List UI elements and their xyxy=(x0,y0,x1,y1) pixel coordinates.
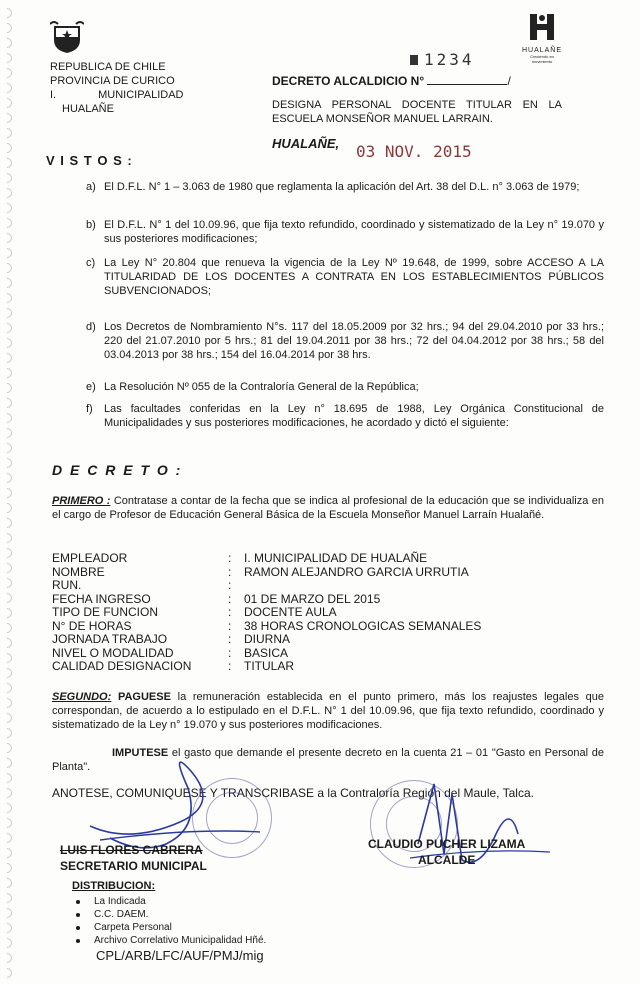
field-separator: : xyxy=(228,564,232,579)
bullet-icon xyxy=(76,939,80,943)
decree-number-line xyxy=(427,84,507,85)
vistos-item-label: d) xyxy=(86,321,96,333)
binder-hole-icon xyxy=(0,456,14,470)
binder-hole-icon xyxy=(0,591,14,605)
binder-hole-icon xyxy=(0,771,14,785)
secretary-name: LUIS FLORES CABRERA xyxy=(60,843,203,857)
binder-hole-icon xyxy=(0,471,14,485)
vistos-item-label: c) xyxy=(86,257,96,269)
binder-hole-icon xyxy=(0,381,14,395)
binder-hole-icon xyxy=(0,726,14,740)
binder-hole-icon xyxy=(0,186,14,200)
field-label: RUN. xyxy=(52,578,82,592)
initials-line: CPL/ARB/LFC/AUF/PMJ/mig xyxy=(96,948,264,963)
logo-text: HUALAÑE xyxy=(521,47,563,54)
binder-hole-icon xyxy=(0,696,14,710)
binder-hole-icon xyxy=(0,306,14,320)
binder-hole-icon xyxy=(0,36,14,50)
binder-hole-icon xyxy=(0,141,14,155)
field-label: FECHA INGRESO xyxy=(52,591,151,606)
vistos-item-label: b) xyxy=(86,219,96,231)
bullet-icon xyxy=(76,900,80,904)
binder-hole-icon xyxy=(0,906,14,920)
imputese-bold: IMPUTESE xyxy=(112,747,169,759)
binder-hole-icon xyxy=(0,666,14,680)
field-separator: : xyxy=(228,605,232,619)
field-label: TIPO DE FUNCION xyxy=(52,605,159,619)
binder-hole-icon xyxy=(0,861,14,875)
binder-hole-icon xyxy=(0,486,14,500)
distribucion-heading: DISTRIBUCION: xyxy=(72,880,156,892)
anotese-line: ANOTESE, COMUNIQUESE Y TRANSCRIBASE a la Contraloría Región del Maule, Talca. xyxy=(52,786,534,800)
binder-hole-icon xyxy=(0,21,14,35)
municipality-prefix: I. xyxy=(50,89,57,101)
binder-hole-icon xyxy=(0,426,14,440)
binder-hole-icon xyxy=(0,936,14,950)
decree-place: HUALAÑE, xyxy=(272,136,340,151)
binder-hole-icon xyxy=(0,411,14,425)
vistos-item-text: La Resolución Nº 055 de la Contraloría General de la República; xyxy=(104,381,419,393)
decree-title-text: DECRETO ALCALDICIO N° xyxy=(272,74,425,88)
binder-hole-icon xyxy=(0,636,14,650)
binder-hole-icon xyxy=(0,261,14,275)
imputese-text: el gasto que demande el presente decreto en la cuenta 21 – 01 "Gasto en Personal de Planta". xyxy=(52,747,605,773)
binder-hole-icon xyxy=(0,651,14,665)
decree-number: 1234 xyxy=(424,50,475,69)
binder-hole-icon xyxy=(0,786,14,800)
decree-title: DECRETO ALCALDICIO N° / xyxy=(272,74,511,88)
binder-hole-icon xyxy=(0,6,14,20)
segundo-label: SEGUNDO: xyxy=(52,691,112,703)
binder-hole-icon xyxy=(0,876,14,890)
binder-hole-icon xyxy=(0,81,14,95)
binder-hole-icon xyxy=(0,741,14,755)
binder-hole-icon xyxy=(0,921,14,935)
field-value: 38 HORAS CRONOLOGICAS SEMANALES xyxy=(244,618,482,633)
segundo-text: la remuneración establecida en el punto primero, más los reajustes legales que correspondan, de acuerdo a lo estipulado en el D.F.L. N° 1 del 10.09.96, que fija texto refundido, coordinado y sistematizado de la Ley n° 19.070 y sus posteriores modificaciones. xyxy=(52,691,604,731)
field-value: DIURNA xyxy=(244,632,291,646)
binder-hole-icon xyxy=(0,966,14,980)
binder-hole-icon xyxy=(0,321,14,335)
field-value: BASICA xyxy=(244,645,289,660)
binder-hole-icon xyxy=(0,846,14,860)
field-label: JORNADA TRABAJO xyxy=(52,632,168,646)
binder-hole-icon xyxy=(0,951,14,965)
bullet-icon xyxy=(76,926,80,930)
field-label: EMPLEADOR xyxy=(52,551,128,565)
distribucion-item: La Indicada xyxy=(94,896,146,907)
binder-hole-icon xyxy=(0,681,14,695)
vistos-item-text: Los Decretos de Nombramiento N°s. 117 del 18.05.2009 por 32 hrs.; 94 del 29.04.2010 por 33 hrs.; 220 del 21.07.2010 por 5 hrs.; 81 del 19.04.2011 por 38 hrs.; 72 del 04.04.2012 por 38 hrs.; 58 del 03.04.2013 por 38 hrs.; 154 del 16.04.2014 por 38 hrs. xyxy=(104,321,604,361)
municipality-line xyxy=(50,88,184,102)
field-label: NOMBRE xyxy=(52,564,105,579)
vistos-item-text: El D.F.L. N° 1 del 10.09.96, que fija texto refundido, coordinado y sistematizado de la Ley n° 19.070 y sus posteriores modificaciones; xyxy=(104,219,604,245)
vistos-item-label: a) xyxy=(86,181,96,193)
vistos-item-text: El D.F.L. N° 1 – 3.063 de 1980 que reglamenta la aplicación del Art. 38 del D.L. n° 3.063 de 1979; xyxy=(104,181,580,193)
binder-hole-icon xyxy=(0,711,14,725)
binder-hole-icon xyxy=(0,276,14,290)
field-separator: : xyxy=(228,618,232,633)
binder-hole-icon xyxy=(0,246,14,260)
binder-hole-icon xyxy=(0,441,14,455)
decree-subject: DESIGNA PERSONAL DOCENTE TITULAR EN LA ESCUELA MONSEÑOR MANUEL LARRAIN. xyxy=(272,99,562,125)
municipality-word: MUNICIPALIDAD xyxy=(98,89,184,101)
binder-holes xyxy=(0,0,14,984)
field-separator: : xyxy=(228,578,232,592)
binder-hole-icon xyxy=(0,831,14,845)
number-stamp-mark-icon xyxy=(410,55,418,65)
coat-of-arms-icon xyxy=(50,20,84,54)
binder-hole-icon xyxy=(0,216,14,230)
field-separator: : xyxy=(228,632,232,646)
mayor-name: CLAUDIO PUCHER LIZAMA xyxy=(368,837,526,851)
binder-hole-icon xyxy=(0,621,14,635)
binder-hole-icon xyxy=(0,396,14,410)
binder-hole-icon xyxy=(0,576,14,590)
hualane-logo-icon xyxy=(527,12,557,42)
vistos-item-text: Las facultades conferidas en la Ley n° 18.695 de 1988, Ley Orgánica Constitucional de Municipalidades y sus posteriores modificaciones, he acordado y dictó el siguiente: xyxy=(104,403,604,429)
binder-hole-icon xyxy=(0,801,14,815)
distribucion-item: Archivo Correlativo Municipalidad Hñé. xyxy=(94,935,267,946)
binder-hole-icon xyxy=(0,51,14,65)
binder-hole-icon xyxy=(0,816,14,830)
binder-hole-icon xyxy=(0,126,14,140)
mayor-block xyxy=(368,836,525,868)
primero-label: PRIMERO : xyxy=(52,495,111,507)
binder-hole-icon xyxy=(0,531,14,545)
binder-hole-icon xyxy=(0,516,14,530)
decree-number-stamp xyxy=(410,50,475,69)
field-value: 01 DE MARZO DEL 2015 xyxy=(244,591,381,606)
binder-hole-icon xyxy=(0,171,14,185)
primero-paragraph xyxy=(52,494,604,522)
vistos-item-label: e) xyxy=(86,381,96,393)
bullet-icon xyxy=(76,913,80,917)
commune-line: HUALAÑE xyxy=(62,103,114,115)
field-value: DOCENTE AULA xyxy=(244,605,337,619)
vistos-heading: V I S T O S : xyxy=(46,153,133,168)
field-label: NIVEL O MODALIDAD xyxy=(52,645,174,660)
mayor-title: ALCALDE xyxy=(418,853,476,867)
field-separator: : xyxy=(228,591,232,606)
country-line: REPUBLICA DE CHILE xyxy=(50,61,166,73)
field-separator: : xyxy=(228,645,232,660)
binder-hole-icon xyxy=(0,96,14,110)
decree-date-stamp: 03 NOV. 2015 xyxy=(356,142,472,161)
binder-hole-icon xyxy=(0,366,14,380)
issuer-block xyxy=(50,60,184,116)
field-value: I. MUNICIPALIDAD DE HUALAÑE xyxy=(244,551,428,565)
province-line: PROVINCIA DE CURICO xyxy=(50,75,175,87)
secretary-title: SECRETARIO MUNICIPAL xyxy=(60,859,207,873)
binder-hole-icon xyxy=(0,501,14,515)
binder-hole-icon xyxy=(0,561,14,575)
distribucion-item: C.C. DAEM. xyxy=(94,909,149,920)
binder-hole-icon xyxy=(0,351,14,365)
decreto-heading: D E C R E T O : xyxy=(52,462,183,478)
field-value: RAMON ALEJANDRO GARCIA URRUTIA xyxy=(244,564,469,579)
binder-hole-icon xyxy=(0,156,14,170)
binder-hole-icon xyxy=(0,66,14,80)
distribucion-item: Carpeta Personal xyxy=(94,922,172,933)
secretary-block xyxy=(60,842,207,874)
binder-hole-icon xyxy=(0,756,14,770)
binder-hole-icon xyxy=(0,546,14,560)
primero-text: Contratase a contar de la fecha que se indica al profesional de la educación que se individualiza en el cargo de Profesor de Educación General Básica de la Escuela Monseñor Manuel Larraín Hualañé. xyxy=(52,495,604,521)
field-separator: : xyxy=(228,551,232,565)
logo-tagline: Creciendo en movimiento xyxy=(530,54,554,64)
field-value: TITULAR xyxy=(244,659,295,673)
vistos-item-label: f) xyxy=(86,403,93,415)
binder-hole-icon xyxy=(0,231,14,245)
field-separator: : xyxy=(228,659,232,673)
segundo-bold: PAGUESE xyxy=(117,691,171,703)
binder-hole-icon xyxy=(0,291,14,305)
binder-hole-icon xyxy=(0,336,14,350)
binder-hole-icon xyxy=(0,606,14,620)
binder-hole-icon xyxy=(0,201,14,215)
hualane-logo xyxy=(520,12,564,64)
binder-hole-icon xyxy=(0,111,14,125)
field-label: N° DE HORAS xyxy=(52,618,132,633)
field-label: CALIDAD DESIGNACION xyxy=(52,659,192,673)
segundo-paragraph xyxy=(52,690,604,732)
binder-hole-icon xyxy=(0,891,14,905)
vistos-item-text: La Ley N° 20.804 que renueva la vigencia de la Ley Nº 19.648, de 1999, sobre ACCESO A LA TITULARIDAD DE LOS DOCENTES A CONTRATA EN LOS ESTABLECIMIENTOS PÚBLICOS SUBVENCIONADOS; xyxy=(104,257,604,297)
